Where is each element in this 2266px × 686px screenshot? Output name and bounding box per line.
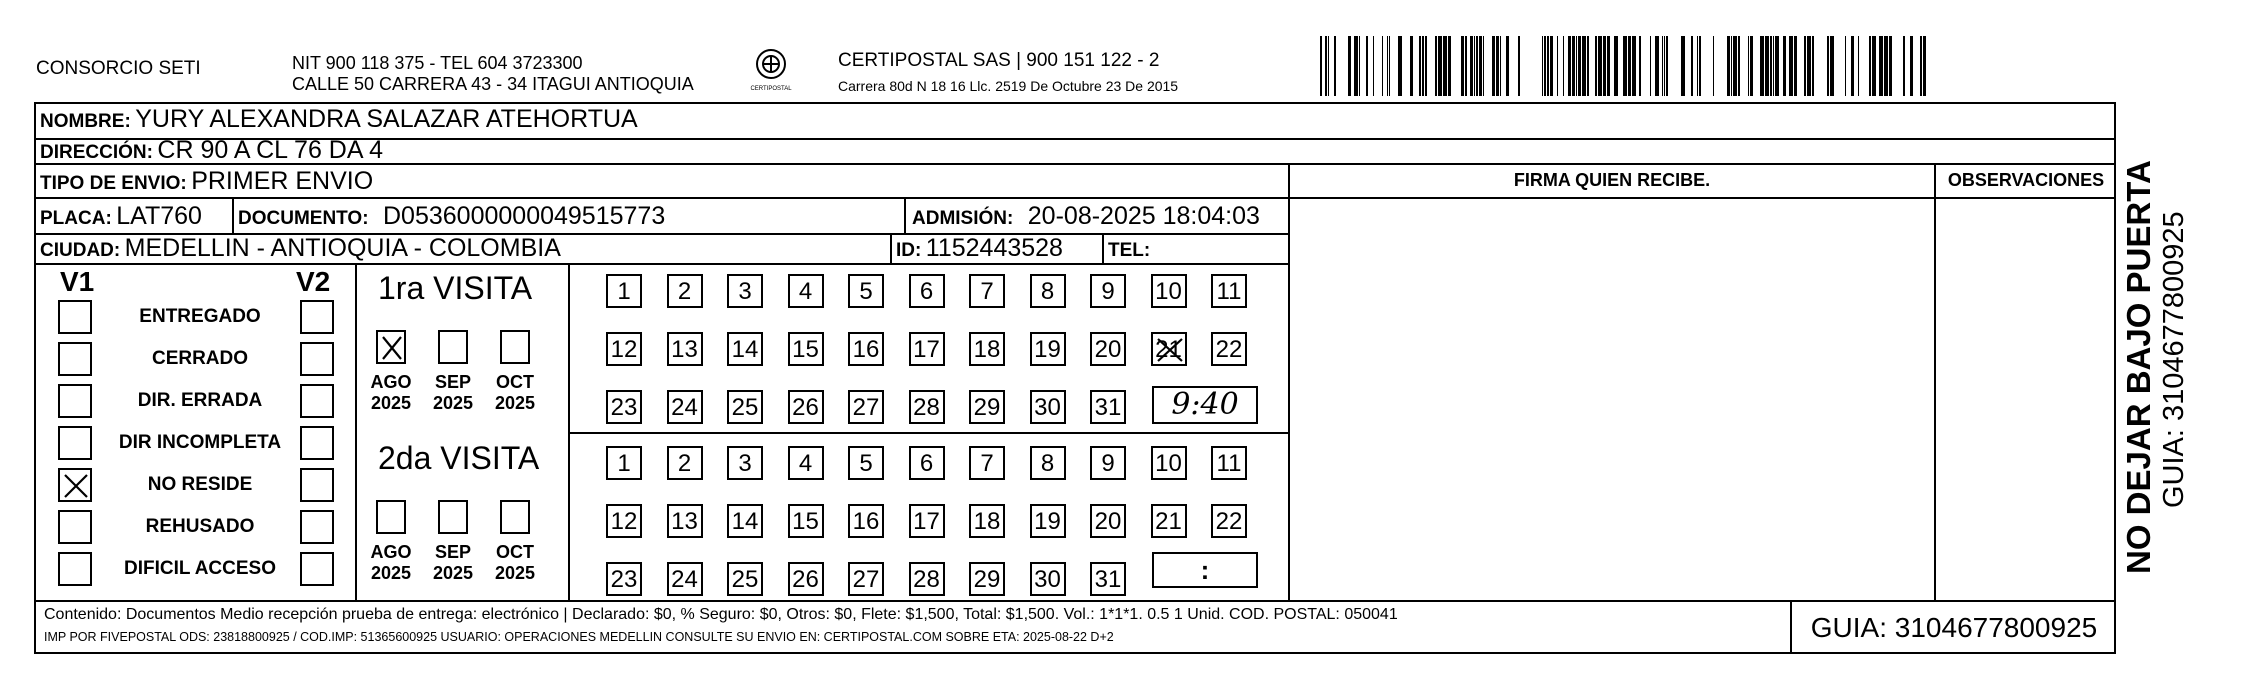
barcode-bar	[1733, 36, 1737, 96]
visit2-month-label	[485, 542, 545, 584]
tipo-label: TIPO DE ENVIO:	[40, 173, 187, 194]
ciudad-value: MEDELLIN - ANTIOQUIA - COLOMBIA	[124, 234, 561, 262]
firma-label: FIRMA QUIEN RECIBE.	[1513, 170, 1711, 190]
barcode-bar	[1438, 36, 1442, 96]
visit1-day-5[interactable]: 5	[848, 274, 884, 308]
documento-value: D0536000000049515773	[383, 202, 666, 230]
visit2-month-checkbox-oct[interactable]	[500, 500, 530, 534]
visit1-month-name: SEP	[434, 372, 472, 392]
barcode-bar	[1770, 36, 1772, 96]
visit2-day-27[interactable]: 27	[848, 562, 884, 596]
v1-checkbox-2[interactable]	[58, 342, 92, 376]
barcode-bar	[1461, 36, 1464, 96]
barcode-bar	[1476, 36, 1478, 96]
visit2-day-7[interactable]: 7	[969, 446, 1005, 480]
visit1-day-11[interactable]: 11	[1211, 274, 1247, 308]
v2-checkbox-3[interactable]	[300, 384, 334, 418]
barcode-bar	[1587, 36, 1589, 96]
barcode-bar	[1550, 36, 1553, 96]
visit2-month-name: SEP	[434, 542, 472, 562]
visit1-time-box[interactable]	[1152, 386, 1258, 424]
barcode-bar	[1807, 36, 1811, 96]
visit1-day-21[interactable]: 21	[1151, 332, 1187, 366]
visit1-day-27[interactable]: 27	[848, 390, 884, 424]
reason-label: DIR. ERRADA	[137, 390, 263, 411]
visit1-month-label	[361, 372, 421, 414]
visit1-day-10[interactable]: 10	[1151, 274, 1187, 308]
visit2-day-24[interactable]: 24	[667, 562, 703, 596]
v1-checkbox-7[interactable]	[58, 552, 92, 586]
visit2-day-31[interactable]: 31	[1090, 562, 1126, 596]
nit-line: NIT 900 118 375 - TEL 604 3723300	[292, 53, 583, 73]
visit2-day-26[interactable]: 26	[788, 562, 824, 596]
barcode-bar	[1500, 36, 1501, 96]
visit1-day-1[interactable]: 1	[606, 274, 642, 308]
v2-checkbox-1[interactable]	[300, 300, 334, 334]
certipostal-logo	[750, 48, 792, 94]
visit2-day-20[interactable]: 20	[1090, 504, 1126, 538]
barcode-bar	[1845, 36, 1846, 96]
barcode-bar	[1697, 36, 1698, 96]
ciudad-label: CIUDAD:	[40, 240, 121, 261]
visit2-day-13[interactable]: 13	[667, 504, 703, 538]
barcode-bar	[1632, 36, 1636, 96]
visit1-day-15[interactable]: 15	[788, 332, 824, 366]
visit2-day-23[interactable]: 23	[606, 562, 642, 596]
visit1-day-29[interactable]: 29	[969, 390, 1005, 424]
visit1-month-checkbox-oct[interactable]	[500, 330, 530, 364]
tel-label: TEL:	[1108, 240, 1151, 261]
visit1-month-name: OCT	[496, 372, 534, 392]
barcode-bar	[1547, 36, 1549, 96]
barcode-bar	[1775, 36, 1779, 96]
id-label: ID:	[896, 240, 922, 261]
barcode-bar	[1373, 36, 1374, 96]
barcode-bar	[1623, 36, 1627, 96]
v2-label: V2	[296, 266, 331, 297]
nombre-value: YURY ALEXANDRA SALAZAR ATEHORTUA	[135, 105, 638, 133]
v1-checkbox-6[interactable]	[58, 510, 92, 544]
visit2-day-6[interactable]: 6	[909, 446, 945, 480]
barcode-bar	[1731, 36, 1732, 96]
documento-label: DOCUMENTO:	[238, 208, 369, 229]
barcode-bar	[1479, 36, 1482, 96]
barcode-bar	[1325, 36, 1327, 96]
tipo-value: PRIMER ENVIO	[191, 167, 374, 195]
id-row	[896, 234, 1063, 266]
visit2-month-checkbox-ago[interactable]	[376, 500, 406, 534]
visit1-month-name: AGO	[370, 372, 412, 392]
visit2-day-3[interactable]: 3	[727, 446, 763, 480]
company-name: CONSORCIO SETI	[36, 58, 201, 79]
barcode-bar	[1851, 36, 1854, 96]
visit2-day-16[interactable]: 16	[848, 504, 884, 538]
barcode-bar	[1681, 36, 1685, 96]
placa-row	[40, 202, 202, 234]
direccion-value: CR 90 A CL 76 DA 4	[157, 136, 384, 164]
barcode-bar	[1879, 36, 1883, 96]
barcode-bar	[1518, 36, 1520, 96]
barcode-bar	[1448, 36, 1451, 96]
visit2-month-label	[423, 542, 483, 584]
visit2-time: :	[1200, 555, 1210, 585]
visit1-day-20[interactable]: 20	[1090, 332, 1126, 366]
visit2-month-year: 2025	[370, 563, 412, 583]
visit1-day-4[interactable]: 4	[788, 274, 824, 308]
v1-checkbox-5[interactable]	[58, 468, 92, 502]
visit1-title: 1ra VISITA	[378, 270, 533, 306]
barcode-bar	[1607, 36, 1610, 96]
signature-area[interactable]	[1292, 200, 1932, 598]
visit2-day-12[interactable]: 12	[606, 504, 642, 538]
side-notice: NO DEJAR BAJO PUERTA	[2120, 160, 2157, 574]
barcode-bar	[1470, 36, 1473, 96]
barcode-bar	[1354, 36, 1358, 96]
visit1-day-19[interactable]: 19	[1030, 332, 1066, 366]
barcode-bar	[1666, 36, 1668, 96]
barcode-bar	[1435, 36, 1437, 96]
visit1-day-3[interactable]: 3	[727, 274, 763, 308]
visit1-day-23[interactable]: 23	[606, 390, 642, 424]
barcode-bar	[1419, 36, 1421, 96]
visit1-day-30[interactable]: 30	[1030, 390, 1066, 424]
footer-contenido: Contenido: Documentos Medio recepción prueba de entrega: electrónico | Declarado: $0, % Seguro: $0, Otros: $0, Flete: $1,500, Total: $1,500. Vol.: 1*1*1. 0.5 1 Unid. COD. POSTAL: 050041	[44, 606, 1398, 623]
v1-checkbox-4[interactable]	[58, 426, 92, 460]
visit1-day-17[interactable]: 17	[909, 332, 945, 366]
reason-label: REHUSADO	[145, 516, 255, 537]
barcode-bar	[1664, 36, 1665, 96]
barcode-bar	[1827, 36, 1829, 96]
barcode-bar	[1614, 36, 1618, 96]
visit2-day-10[interactable]: 10	[1151, 446, 1187, 480]
placa-value: LAT760	[116, 202, 202, 230]
observaciones-label: OBSERVACIONES	[1947, 170, 2105, 190]
visit2-month-year: 2025	[432, 563, 474, 583]
barcode-bar	[1662, 36, 1663, 96]
barcode-bar	[1544, 36, 1546, 96]
direccion-label: DIRECCIÓN:	[40, 142, 153, 163]
barcode-bar	[1348, 36, 1351, 96]
visit2-day-8[interactable]: 8	[1030, 446, 1066, 480]
barcode-bar	[1366, 36, 1368, 96]
certipostal-address: Carrera 80d N 18 16 Llc. 2519 De Octubre 23 De 2015	[838, 78, 1179, 94]
visit2-day-30[interactable]: 30	[1030, 562, 1066, 596]
barcode-bar	[1691, 36, 1693, 96]
visit2-day-21[interactable]: 21	[1151, 504, 1187, 538]
visit1-day-14[interactable]: 14	[727, 332, 763, 366]
footer-imp: IMP POR FIVEPOSTAL ODS: 23818800925 / COD.IMP: 51365600925 USUARIO: OPERACIONES MEDELLIN CONSULTE SU ENVIO EN: CERTIPOSTAL.COM SOBRE ETA: 2025-08-22 D+2	[44, 630, 1114, 644]
visit2-day-25[interactable]: 25	[727, 562, 763, 596]
tipo-row	[40, 167, 373, 199]
barcode-bar	[1889, 36, 1892, 96]
barcode-bar	[1598, 36, 1602, 96]
barcode-bar	[1773, 36, 1774, 96]
barcode-bar	[1794, 36, 1797, 96]
barcode-bar	[1650, 36, 1651, 96]
visit1-day-9[interactable]: 9	[1090, 274, 1126, 308]
visit2-time-box[interactable]	[1152, 552, 1258, 588]
visit2-month-checkbox-sep[interactable]	[438, 500, 468, 534]
barcode-bar	[1389, 36, 1390, 96]
barcode-bar	[1748, 36, 1749, 96]
v2-checkbox-7[interactable]	[300, 552, 334, 586]
admision-value: 20-08-2025 18:04:03	[1027, 202, 1260, 230]
visit1-day-18[interactable]: 18	[969, 332, 1005, 366]
visit2-day-4[interactable]: 4	[788, 446, 824, 480]
visit2-day-18[interactable]: 18	[969, 504, 1005, 538]
barcode-bar	[1595, 36, 1597, 96]
visit2-day-5[interactable]: 5	[848, 446, 884, 480]
barcode-bar	[1923, 36, 1926, 96]
barcode-bar	[1542, 36, 1543, 96]
visit2-month-label	[361, 542, 421, 584]
barcode-bar	[1727, 36, 1730, 96]
barcode-bar	[1425, 36, 1427, 96]
barcode-bar	[1872, 36, 1876, 96]
visit1-day-6[interactable]: 6	[909, 274, 945, 308]
barcode-bar	[1603, 36, 1606, 96]
barcode-bar	[1465, 36, 1467, 96]
barcode-bar	[1830, 36, 1834, 96]
v2-checkbox-5[interactable]	[300, 468, 334, 502]
barcode-bar	[1884, 36, 1888, 96]
barcode-bar	[1328, 36, 1329, 96]
barcode-bar	[1496, 36, 1499, 96]
address-line: CALLE 50 CARRERA 43 - 34 ITAGUI ANTIOQUIA	[292, 74, 694, 94]
barcode-bar	[1568, 36, 1571, 96]
admision-label: ADMISIÓN:	[912, 208, 1014, 229]
visit1-day-24[interactable]: 24	[667, 390, 703, 424]
barcode-bar	[1483, 36, 1484, 96]
barcode-bar	[1398, 36, 1402, 96]
v2-checkbox-2[interactable]	[300, 342, 334, 376]
tel-row	[1108, 234, 1150, 266]
barcode-bar	[1869, 36, 1871, 96]
nombre-row	[40, 105, 638, 137]
documento-row	[238, 202, 665, 234]
visit1-month-year: 2025	[432, 393, 474, 413]
visit2-day-22[interactable]: 22	[1211, 504, 1247, 538]
barcode-bar	[1422, 36, 1424, 96]
barcode-bar	[1699, 36, 1701, 96]
barcode-bar	[1812, 36, 1814, 96]
visit1-day-13[interactable]: 13	[667, 332, 703, 366]
barcode-bar	[1760, 36, 1764, 96]
barcode-bar	[1578, 36, 1581, 96]
barcode-bar	[1738, 36, 1740, 96]
visit2-day-29[interactable]: 29	[969, 562, 1005, 596]
barcode-bar	[1910, 36, 1913, 96]
visit1-day-22[interactable]: 22	[1211, 332, 1247, 366]
barcode-bar	[1628, 36, 1631, 96]
certipostal-line: CERTIPOSTAL SAS | 900 151 122 - 2	[838, 50, 1160, 71]
barcode-bar	[1804, 36, 1806, 96]
barcode-bar	[1387, 36, 1388, 96]
barcode-bar	[1639, 36, 1641, 96]
visit1-month-label	[485, 372, 545, 414]
barcode-bar	[1903, 36, 1905, 96]
visit1-day-7[interactable]: 7	[969, 274, 1005, 308]
visit2-day-15[interactable]: 15	[788, 504, 824, 538]
visit1-month-label	[423, 372, 483, 414]
barcode-bar	[1359, 36, 1360, 96]
visit1-month-year: 2025	[494, 393, 536, 413]
observaciones-area[interactable]	[1938, 200, 2114, 598]
v2-checkbox-4[interactable]	[300, 426, 334, 460]
barcode-bar	[1713, 36, 1714, 96]
visit1-month-checkbox-sep[interactable]	[438, 330, 468, 364]
barcode-bar	[1557, 36, 1558, 96]
visit2-month-name: OCT	[496, 542, 534, 562]
footer-guia: GUIA: 3104677800925	[1810, 612, 2098, 643]
visit1-time: 9:40	[1171, 387, 1239, 422]
placa-label: PLACA:	[40, 208, 112, 229]
reason-label: DIFICIL ACCESO	[123, 558, 276, 579]
direccion-row	[40, 136, 383, 168]
barcode-bar	[1382, 36, 1383, 96]
nombre-label: NOMBRE:	[40, 111, 131, 132]
v2-checkbox-6[interactable]	[300, 510, 334, 544]
admision-row	[912, 202, 1260, 234]
id-value: 1152443528	[925, 234, 1063, 262]
barcode-icon	[1320, 36, 1936, 96]
visit2-day-19[interactable]: 19	[1030, 504, 1066, 538]
barcode-bar	[1506, 36, 1509, 96]
reason-label: NO RESIDE	[147, 474, 253, 495]
v1-checkbox-1[interactable]	[58, 300, 92, 334]
visit2-month-name: AGO	[370, 542, 412, 562]
visit2-title: 2da VISITA	[378, 440, 540, 476]
reason-label: CERRADO	[151, 348, 249, 369]
visit2-day-1[interactable]: 1	[606, 446, 642, 480]
visit2-day-9[interactable]: 9	[1090, 446, 1126, 480]
barcode-bar	[1492, 36, 1495, 96]
barcode-bar	[1582, 36, 1586, 96]
visit1-day-12[interactable]: 12	[606, 332, 642, 366]
barcode-bar	[1765, 36, 1769, 96]
visit2-day-2[interactable]: 2	[667, 446, 703, 480]
barcode-bar	[1576, 36, 1577, 96]
barcode-bar	[1474, 36, 1475, 96]
visit2-day-28[interactable]: 28	[909, 562, 945, 596]
reason-label: ENTREGADO	[139, 306, 261, 327]
reason-label: DIR INCOMPLETA	[118, 432, 282, 453]
barcode-bar	[1920, 36, 1922, 96]
visit1-day-25[interactable]: 25	[727, 390, 763, 424]
barcode-bar	[1858, 36, 1859, 96]
barcode-bar	[1783, 36, 1786, 96]
visit1-day-16[interactable]: 16	[848, 332, 884, 366]
v1-checkbox-3[interactable]	[58, 384, 92, 418]
barcode-bar	[1334, 36, 1336, 96]
visit1-month-year: 2025	[370, 393, 412, 413]
visit1-day-31[interactable]: 31	[1090, 390, 1126, 424]
barcode-bar	[1443, 36, 1447, 96]
barcode-bar	[1320, 36, 1322, 96]
v1-label: V1	[60, 266, 95, 297]
visit1-day-26[interactable]: 26	[788, 390, 824, 424]
barcode-bar	[1410, 36, 1413, 96]
barcode-bar	[1563, 36, 1564, 96]
visit1-month-checkbox-ago[interactable]	[376, 330, 406, 364]
visit2-month-year: 2025	[494, 563, 536, 583]
visit1-day-8[interactable]: 8	[1030, 274, 1066, 308]
barcode-bar	[1789, 36, 1793, 96]
visit2-day-14[interactable]: 14	[727, 504, 763, 538]
barcode-bar	[1655, 36, 1659, 96]
visit1-day-2[interactable]: 2	[667, 274, 703, 308]
visit2-day-17[interactable]: 17	[909, 504, 945, 538]
barcode-bar	[1572, 36, 1575, 96]
visit2-day-11[interactable]: 11	[1211, 446, 1247, 480]
barcode-bar	[1750, 36, 1753, 96]
logo-text: CERTIPOSTAL	[750, 86, 792, 92]
visit1-day-28[interactable]: 28	[909, 390, 945, 424]
side-guia: GUIA: 3104677800925	[2158, 211, 2190, 508]
ciudad-row	[40, 234, 561, 266]
